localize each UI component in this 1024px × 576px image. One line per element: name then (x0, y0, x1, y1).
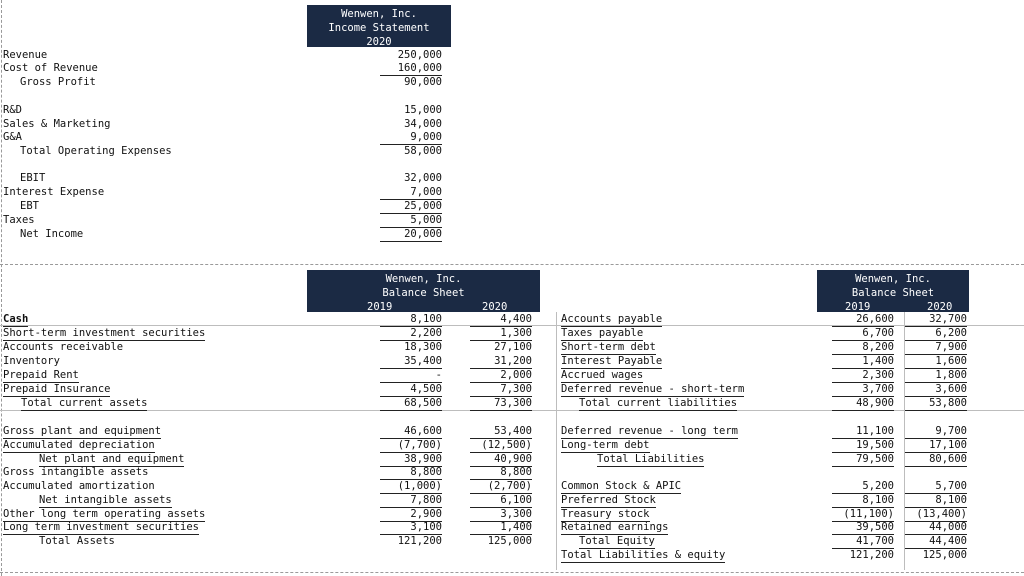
liability-label: Interest Payable (561, 355, 663, 367)
assets-year-2019: 2019 (367, 301, 393, 313)
liability-label: Deferred revenue - short-term (561, 383, 745, 395)
asset-label: Accounts receivable (3, 341, 124, 353)
income-value: 34,000 (404, 118, 442, 130)
liability-value-2019: 3,700 (832, 383, 894, 397)
liability-value-2020: 17,100 (905, 439, 967, 453)
income-value: 7,000 (380, 186, 442, 200)
liability-label: Short-term debt (561, 341, 656, 353)
asset-label: Short-term investment securities (3, 327, 206, 339)
liability-value-2020: 125,000 (922, 549, 967, 561)
income-statement-header (307, 5, 451, 47)
asset-value-2019: 18,300 (404, 341, 442, 353)
income-value: 32,000 (404, 172, 442, 184)
asset-value-2019: 68,500 (380, 397, 442, 411)
asset-value-2019: 46,600 (380, 425, 442, 439)
balance-assets-header (307, 270, 540, 312)
liability-label: Accrued wages (561, 369, 644, 381)
income-label: G&A (3, 131, 22, 143)
asset-value-2020: (12,500) (470, 439, 532, 453)
asset-value-2019: 121,200 (397, 535, 442, 547)
asset-label: Cash (3, 313, 29, 325)
liability-value-2020: 7,900 (905, 341, 967, 355)
income-value: 160,000 (380, 62, 442, 76)
income-value: 25,000 (380, 200, 442, 214)
income-label: Cost of Revenue (3, 62, 98, 74)
asset-value-2019: 8,100 (380, 313, 442, 327)
liability-value-2019: 39,500 (832, 521, 894, 535)
asset-value-2020: 125,000 (487, 535, 532, 547)
liability-label: Long-term debt (561, 439, 650, 451)
asset-value-2020: 1,400 (470, 521, 532, 535)
asset-label: Accumulated depreciation (3, 439, 155, 451)
liability-value-2020: 44,400 (905, 535, 967, 549)
asset-label: Accumulated amortization (3, 480, 155, 492)
liability-label: Accounts payable (561, 313, 663, 325)
asset-label: Prepaid Rent (3, 369, 79, 381)
income-label: EBT (20, 200, 39, 212)
liability-value-2019: (11,100) (832, 508, 894, 522)
liability-value-2019: 26,600 (832, 313, 894, 327)
income-value: 5,000 (380, 214, 442, 228)
balance-liabilities-header (817, 270, 969, 312)
asset-label: Prepaid Insurance (3, 383, 111, 395)
asset-value-2019: 38,900 (380, 453, 442, 467)
income-label: R&D (3, 104, 22, 116)
income-label: Taxes (3, 214, 35, 226)
asset-value-2020: 2,000 (470, 369, 532, 383)
liability-value-2019: 1,400 (832, 355, 894, 369)
liability-value-2019: 79,500 (832, 453, 894, 467)
asset-label: Long term investment securities (3, 521, 199, 533)
liability-value-2020: 1,800 (905, 369, 967, 383)
asset-value-2020: 1,300 (470, 327, 532, 341)
liability-value-2020: 5,700 (905, 480, 967, 494)
asset-value-2020: 8,800 (470, 466, 532, 480)
liability-value-2020: 32,700 (905, 313, 967, 327)
liability-value-2019: 8,100 (832, 494, 894, 508)
liability-value-2020: 6,200 (905, 327, 967, 341)
liability-value-2020: 3,600 (905, 383, 967, 397)
income-label: EBIT (20, 172, 46, 184)
liability-value-2019: 121,200 (849, 549, 894, 561)
asset-value-2019: 4,500 (380, 383, 442, 397)
asset-label: Gross plant and equipment (3, 425, 162, 437)
asset-label: Total Assets (39, 535, 115, 547)
income-label: Sales & Marketing (3, 118, 111, 130)
liability-label: Total current liabilities (579, 397, 738, 409)
asset-value-2020: 4,400 (470, 313, 532, 327)
asset-value-2020: 3,300 (470, 508, 532, 522)
liability-label: Deferred revenue - long term (561, 425, 739, 437)
liab-title: Balance Sheet (851, 287, 935, 299)
income-value: 250,000 (397, 49, 442, 61)
asset-value-2020: (2,700) (470, 480, 532, 494)
liability-value-2019: 8,200 (832, 341, 894, 355)
liability-value-2020: 44,000 (905, 521, 967, 535)
liability-value-2020: 80,600 (905, 453, 967, 467)
asset-value-2020: 53,400 (470, 425, 532, 439)
asset-value-2019: (7,700) (380, 439, 442, 453)
liability-value-2019: 2,300 (832, 369, 894, 383)
liability-label: Treasury stock (561, 508, 650, 520)
income-label: Total Operating Expenses (20, 145, 172, 157)
page-break-line (0, 264, 1024, 265)
liability-value-2019: 5,200 (832, 480, 894, 494)
liability-value-2019: 6,700 (832, 327, 894, 341)
liability-value-2020: (13,400) (905, 508, 967, 522)
asset-value-2019: 8,800 (380, 466, 442, 480)
liability-value-2019: 19,500 (832, 439, 894, 453)
liability-label: Total Equity (579, 535, 655, 547)
liab-year-2019: 2019 (845, 301, 871, 313)
liability-label: Total Liabilities & equity (561, 549, 726, 561)
asset-value-2019: 3,100 (380, 521, 442, 535)
asset-value-2020: 31,200 (470, 355, 532, 369)
asset-label: Net plant and equipment (39, 453, 185, 465)
asset-value-2020: 6,100 (470, 494, 532, 508)
assets-year-2020: 2020 (482, 301, 508, 313)
asset-value-2019: 7,800 (380, 494, 442, 508)
liab-company: Wenwen, Inc. (855, 273, 931, 285)
liability-value-2019: 48,900 (832, 397, 894, 411)
income-value: 15,000 (404, 104, 442, 116)
income-year: 2020 (366, 36, 392, 48)
asset-label: Inventory (3, 355, 60, 367)
page-break-line (0, 572, 1024, 573)
sheet-left-border (1, 0, 2, 576)
asset-value-2019: 35,400 (380, 355, 442, 369)
liability-value-2020: 1,600 (905, 355, 967, 369)
liability-label: Retained earnings (561, 521, 669, 533)
assets-title: Balance Sheet (382, 287, 465, 299)
liability-label: Taxes payable (561, 327, 644, 339)
column-divider (556, 312, 557, 570)
income-label: Net Income (20, 228, 84, 240)
income-value: 20,000 (380, 228, 442, 242)
income-company: Wenwen, Inc. (341, 8, 417, 20)
liability-value-2020: 8,100 (905, 494, 967, 508)
liability-value-2020: 9,700 (905, 425, 967, 439)
liability-value-2020: 53,800 (905, 397, 967, 411)
liab-year-2020: 2020 (927, 301, 953, 313)
asset-label: Gross intangible assets (3, 466, 149, 478)
liability-label: Total Liabilities (597, 453, 705, 465)
asset-value-2019: (1,000) (380, 480, 442, 494)
income-value: 9,000 (380, 131, 442, 145)
asset-label: Other long term operating assets (3, 508, 206, 520)
liability-label: Preferred Stock (561, 494, 656, 506)
income-value: 58,000 (404, 145, 442, 157)
liability-value-2019: 11,100 (832, 425, 894, 439)
asset-value-2019: 2,200 (380, 327, 442, 341)
asset-value-2020: 40,900 (470, 453, 532, 467)
asset-value-2019: - (380, 369, 442, 383)
assets-company: Wenwen, Inc. (385, 273, 462, 285)
income-label: Revenue (3, 49, 48, 61)
asset-label: Total current assets (21, 397, 148, 409)
asset-value-2020: 73,300 (470, 397, 532, 411)
income-label: Interest Expense (3, 186, 105, 198)
asset-label: Net intangible assets (39, 494, 172, 506)
income-title: Income Statement (328, 22, 430, 34)
liability-value-2019: 41,700 (832, 535, 894, 549)
income-label: Gross Profit (20, 76, 96, 88)
asset-value-2020: 27,100 (494, 341, 532, 353)
asset-value-2019: 2,900 (380, 508, 442, 522)
liability-label: Common Stock & APIC (561, 480, 682, 492)
income-value: 90,000 (404, 76, 442, 88)
asset-value-2020: 7,300 (470, 383, 532, 397)
